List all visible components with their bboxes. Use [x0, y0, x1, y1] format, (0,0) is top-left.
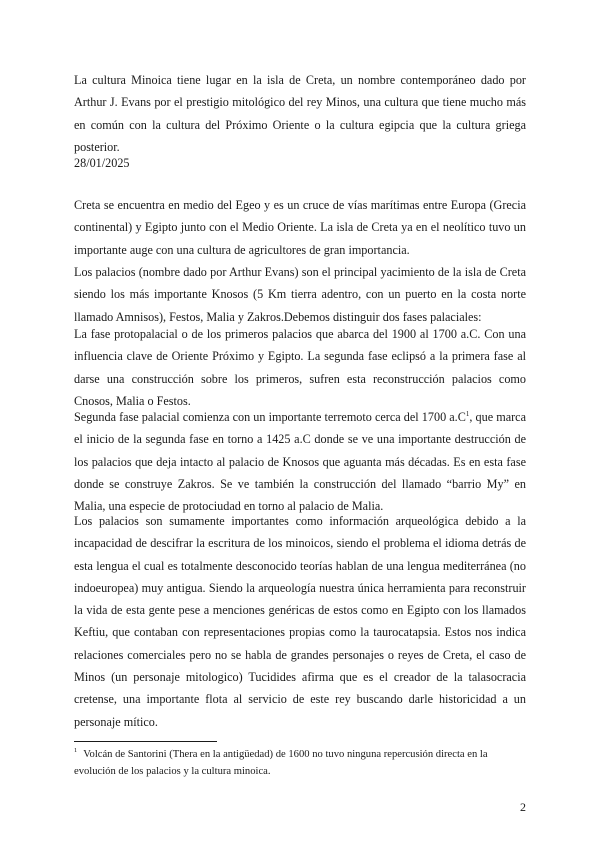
date-line: 28/01/2025 — [74, 156, 130, 170]
footnote-number: 1 — [74, 747, 78, 755]
paragraph-second-phase-text-end: , que marca el inicio de la segunda fase en torno a 1425 a.C donde se ve una importante destrucción de los palacios que deja intacto al palacio de Knosos que aguanta más décadas. Es en esta fase donde se construye Zakros. Se ve también la construcción del llamado “barrio My” en Malia, una especie de protociudad en torno al palacio de Malia. — [74, 410, 526, 514]
footnote — [74, 746, 526, 780]
paragraph-crete-geography: Creta se encuentra en medio del Egeo y es un cruce de vías marítimas entre Europa (Grecia continental) y Egipto junto con el Medio Oriente. La isla de Creta ya en el neolítico tuvo un importante auge con una cultura de agricultores de gran importancia. — [74, 198, 526, 257]
paragraph-second-phase-text-start: Segunda fase palacial comienza con un importante terremoto cerca del 1700 a.C — [74, 410, 466, 424]
paragraph-archaeology: Los palacios son sumamente importantes como información arqueológica debido a la incapacidad de descifrar la escritura de los minoicos, siendo el problema el idioma detrás de esta lengua el cual es totalmente desconocido teorías hablan de una lengua mediterránea (no indoeuropea) muy antigua. Siendo la arqueología nuestra única herramienta para reconstruir la vida de esta gente pese a menciones genéricas de estos como en Egipto con los llamados Keftiu, que contaban con representaciones propias como la taurocatapsia. Estos nos indica relaciones comerciales pero no se habla de grandes personajes o reyes de Creta, el caso de Minos (un personaje mitologico) Tucidides afirma que es el creador de la talasocracia cretense, una importante flota al servicio de este rey buscando darle historicidad a un personaje mítico. — [74, 514, 526, 729]
footnote-separator — [74, 741, 217, 742]
footnote-text: Volcán de Santorini (Thera en la antigüedad) de 1600 no tuvo ninguna repercusión directa en la evolución de los palacios y la cultura minoica. — [74, 749, 488, 777]
page-number: 2 — [520, 800, 526, 814]
intro-paragraph: La cultura Minoica tiene lugar en la isla de Creta, un nombre contemporáneo dado por Arthur J. Evans por el prestigio mitológico del rey Minos, una cultura que tiene mucho más en común con la cultura del Próximo Oriente o la cultura egipcia que la cultura griega posterior. — [74, 73, 526, 154]
paragraph-palaces: Los palacios (nombre dado por Arthur Evans) son el principal yacimiento de la isla de Creta siendo los más importante Knosos (5 Km tierra adentro, con un puerto en la costa norte llamado Amnisos), Festos, Malia y Zakros.Debemos distinguir dos fases palaciales: — [74, 265, 526, 324]
footnote-reference[interactable]: 1 — [465, 409, 470, 418]
paragraph-second-palatial-phase — [74, 406, 526, 517]
paragraph-protopalatial-phase: La fase protopalacial o de los primeros palacios que abarca del 1900 al 1700 a.C. Con una influencia clave de Oriente Próximo y Egipto. La segunda fase eclipsó a la primera fase al darse una construcción sobre los primeros, sufren esta reconstrucción palacios como Cnosos, Malia o Festos. — [74, 327, 526, 408]
